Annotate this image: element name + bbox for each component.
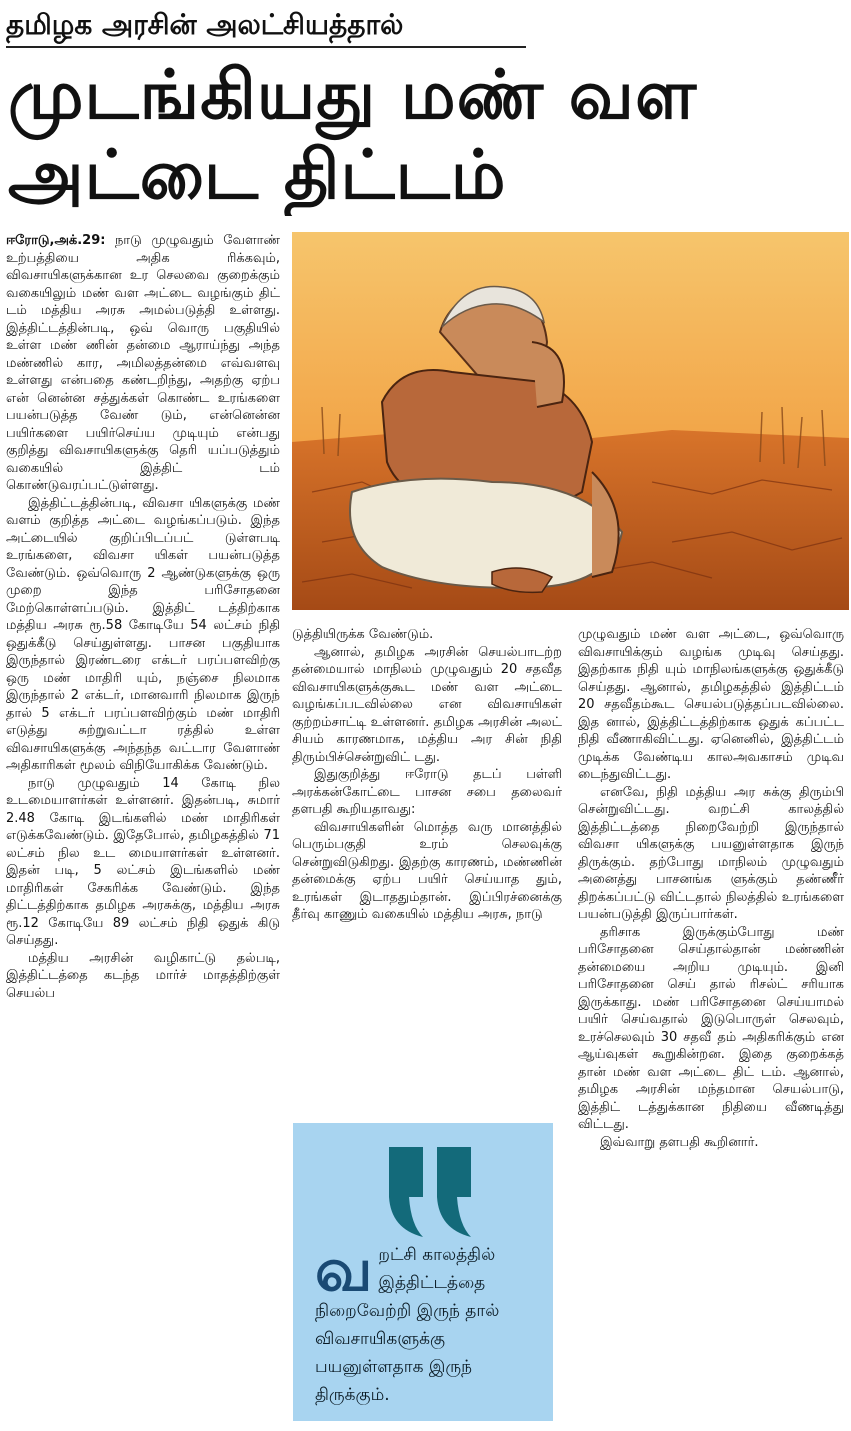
article-paragraph: ஆனால், தமிழக அரசின் செயல்பாடற்ற தன்மையால் மாநிலம் முழுவதும் 20 சதவீத விவசாயிகளுக்குகூட மண் வள அட்டை வழங்கப்படவில்லை என விவசாயிகள் குற்றம்சாட்டி உள்ளனர். தமிழக அரசின் அலட் சியம் காரணமாக, மத்திய அர சின் நிதி திரும்பிச்சென்றுவிட் டது. — [292, 644, 562, 765]
article-paragraph: இதுகுறித்து ஈரோடு தடப் பள்ளி அரக்கன்கோட்டை பாசன சபை தலைவர் தளபதி கூறியதாவது: — [292, 767, 562, 817]
article-paragraph: இவ்வாறு தளபதி கூறினார். — [600, 1134, 759, 1150]
dateline: ஈரோடு,அக்.29: — [6, 233, 106, 248]
headline-line-1: முடங்கியது மண் வள — [8, 56, 698, 135]
article-column-3 — [578, 626, 844, 1424]
article-paragraph: இத்திட்டத்தின்படி, விவசா யிகளுக்கு மண் வளம் குறித்த அட்டை வழங்கப்படும். இந்த அட்டையில் குறிப்பிடப்பட் டுள்ளபடி உரங்களை, விவசா யிகள் பயன்படுத்த வேண்டும். ஒவ்வொரு 2 ஆண்டுகளுக்கு ஒரு முறை இந்த பரிசோதனை மேற்கொள்ளப்படும். இத்திட் டத்திற்காக மத்திய அரசு ரூ.58 கோடியே 54 லட்சம் நிதி ஒதுக்கீடு செய்துள்ளது. பாசன பகுதியாக இருந்தால் இரண்டரை எக்டர் பரப்பளவிற்கு ஒரு மண் மாதிரி யும், நஞ்சை நிலமாக இருந்தால் 2 எக்டர், மானவாரி நிலமாக இருந் தால் 5 எக்டர் பரப்பளவிற்கும் மண் மாதிரி எடுத்து சுற்றுவட்டா ரத்தில் உள்ள விவசாயிகளுக்கு அந்தந்த வட்டார வேளாண் அதிகாரிகள் மூலம் விநியோகிக்க வேண்டும். — [6, 495, 280, 773]
article-paragraph: மத்திய அரசின் வழிகாட்டு தல்படி, இத்திட்டத்தை கடந்த மார்ச் மாதத்திற்குள் செயல்ப — [6, 950, 280, 1001]
pull-quote-text: வறட்சி காலத்தில் இத்திட்டத்தை நிறைவேற்றி இருந் தால் விவசாயிகளுக்கு பயனுள்ளதாக இருந் திருக்கும். — [315, 1235, 500, 1405]
pull-quote-box — [293, 1123, 553, 1421]
article-paragraph: டுத்தியிருக்க வேண்டும். — [292, 627, 434, 642]
article-paragraph: எனவே, நிதி மத்திய அர சுக்கு திரும்பி சென்றுவிட்டது. வறட்சி காலத்தில் இத்திட்டத்தை நிறைவேற்றி இருந்தால் விவசா யிகளுக்கு பயனுள்ளதாக இருந் திருக்கும். தற்போது மாநிலம் முழுவதும் அனைத்து பாசனங்க ளுக்கும் தண்ணீர் திறக்கப்பட்டு விட்டதால் நிலத்தில் உரங்களை பயன்படுத்தி இருப்பார்கள். — [578, 784, 844, 922]
article-column-1 — [6, 232, 280, 1422]
article-paragraph: நாடு முழுவதும் 14 கோடி நில உடமையாளர்கள் உள்ளனர். இதன்படி, சுமார் 2.48 கோடி இடங்களில் மண் மாதிரிகள் எடுக்கவேண்டும். இதேபோல், தமிழகத்தில் 71 லட்சம் நில உட மையாளர்கள் உள்ளனர். இதன் படி, 5 லட்சம் இடங்களில் மண் மாதிரிகள் சேகரிக்க வேண்டும். இந்த திட்டத்திற்காக தமிழக அரசுக்கு, மத்திய அரசு ரூ.12 கோடியே 89 லட்சம் நிதி ஒதுக் கிடு செய்தது. — [6, 775, 280, 948]
article-paragraph: முழுவதும் மண் வள அட்டை, ஒவ்வொரு விவசாயிக்கும் வழங்க முடிவு செய்தது. இதற்காக நிதி யும் மாநிலங்களுக்கு ஒதுக்கீடு செய்தது. ஆனால், தமிழகத்தில் இத்திட்டம் 20 சதவீதம்கூட செயல்படுத்தப்படவில்லை. இத னால், இத்திட்டத்திற்காக ஒதுக் கப்பட்ட நிதி வீணாகிவிட்டது. ஏனெனில், இத்திட்டம் முடிக்க வேண்டிய காலஅவகாசம் முடிவ டைந்துவிட்டது. — [578, 627, 844, 782]
quote-mark-icon — [381, 1137, 481, 1247]
farmer-illustration — [292, 232, 849, 610]
article-column-2 — [292, 626, 562, 1118]
article-paragraph: விவசாயிகளின் மொத்த வரு மானத்தில் பெரும்பகுதி உரம் செலவுக்கு சென்றுவிடுகிறது. இதற்கு காரணம், மண்ணின் தன்மைக்கு ஏற்ப பயிர் செய்யாத தும், உரங்கள் இடாததும்தான். இப்பிரச்னைக்கு தீர்வு காணும் வகையில் மத்திய அரசு, நாடு — [292, 819, 562, 922]
pull-quote-dropcap: வ — [315, 1235, 373, 1305]
article-paragraph: ஈரோடு,அக்.29: நாடு முழுவதும் வேளாண் உற்பத்தியை அதிக ரிக்கவும், விவசாயிகளுக்கான உர செலவை குறைக்கும் வகையிலும் மண் வள அட்டை வழங்கும் திட் டம் மத்திய அரசு அமல்படுத்தி உள்ளது. இத்திட்டத்தின்படி, ஒவ் வொரு பகுதியில் உள்ள மண் ணின் தன்மை ஆராய்ந்து அந்த மண்ணில் கார, அமிலத்தன்மை எவ்வளவு உள்ளது என்பதை கண்டறிந்து, அதற்கு ஏற்ப என் னென்ன சத்துக்கள் கொண்ட உரங்களை பயன்படுத்த வேண் டும், என்னென்ன பயிர்களை பயிர்செய்ய முடியும் என்பது குறித்து விவசாயிகளுக்கு தெரி யப்படுத்தும் வகையில் இத்திட் டம் கொண்டுவரப்பட்டுள்ளது. — [6, 233, 280, 493]
main-headline — [8, 56, 843, 216]
headline-line-2: அட்டை திட்டம் — [8, 136, 507, 215]
kicker-headline: தமிழக அரசின் அலட்சியத்தால் — [6, 4, 526, 48]
article-paragraph: தரிசாக இருக்கும்போது மண் பரிசோதனை செய்தால்தான் மண்ணின் தன்மையை அறிய முடியும். இனி பரிசோதனை செய் தால் ரிசல்ட் சரியாக இருக்காது. மண் பரிசோதனை செய்யாமல் பயிர் செய்வதால் இடுபொருள் செலவும், உரச்செலவும் 30 சதவீ தம் அதிகரிக்கும் என ஆய்வுகள் கூறுகின்றன. இதை குறைக்கத் தான் மண் வள அட்டை திட் டம். ஆனால், தமிழக அரசின் மந்தமான செயல்பாடு, இத்திட் டத்துக்கான நிதியை வீணடித்து விட்டது. — [578, 924, 844, 1132]
